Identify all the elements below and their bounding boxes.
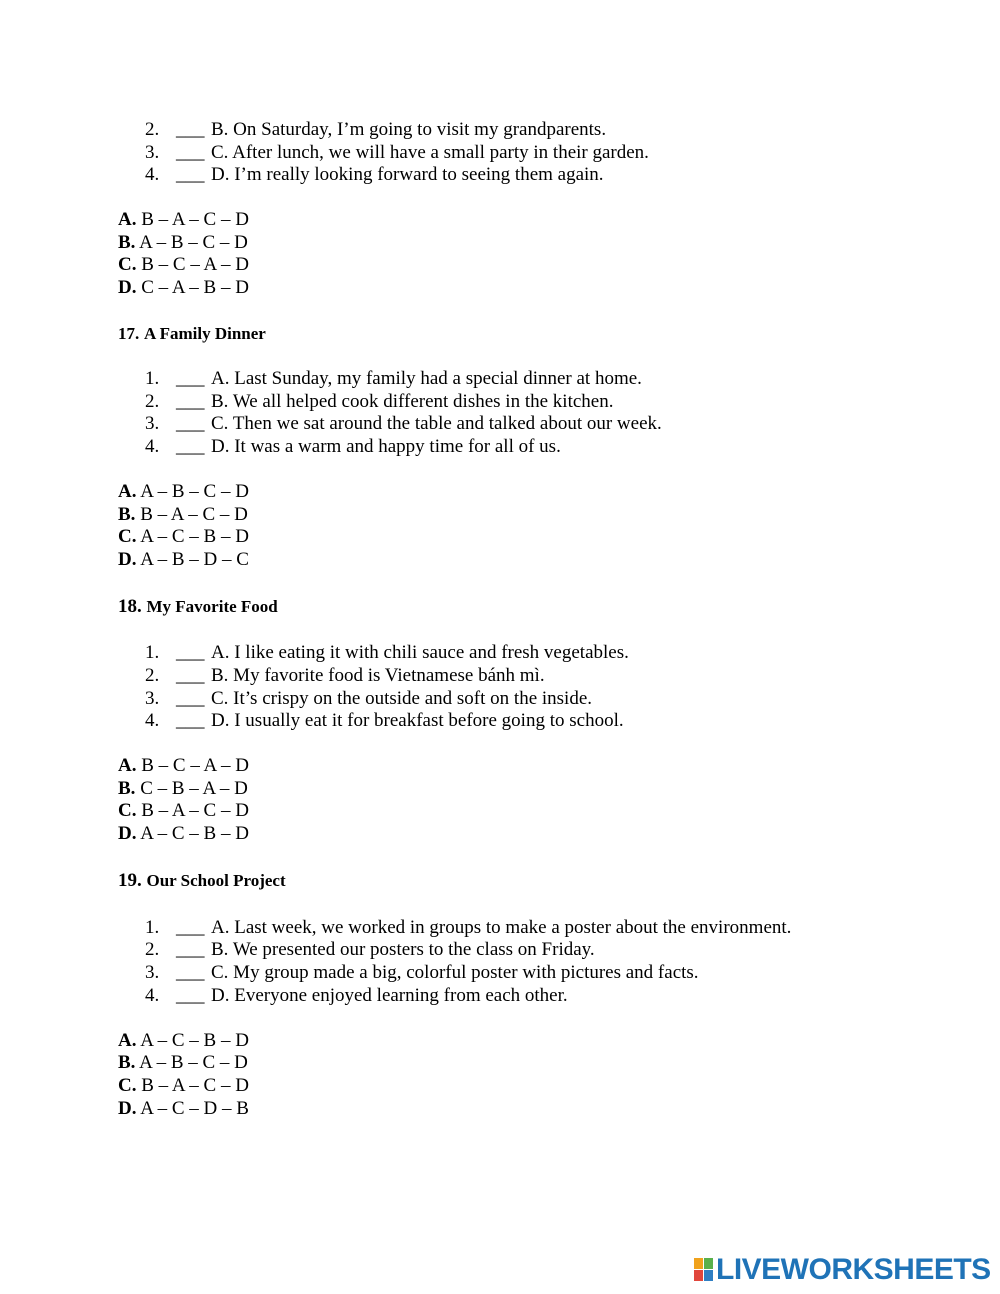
sentence-text: D. I usually eat it for breakfast before going to school.: [211, 710, 624, 731]
sentence-text: C. After lunch, we will have a small party in their garden.: [211, 142, 649, 163]
question-heading: [118, 870, 286, 892]
option-letter: D.: [118, 277, 137, 298]
sentence-number: 2.: [145, 665, 160, 686]
sentence-text: A. I like eating it with chili sauce and fresh vegetables.: [211, 642, 629, 663]
option-text: B – A – C – D: [141, 209, 249, 230]
option-letter: B.: [118, 232, 136, 253]
answer-blank[interactable]: ___: [176, 142, 205, 163]
sentence-number: 4.: [145, 710, 160, 731]
answer-option-c[interactable]: [118, 1075, 249, 1097]
answer-blank[interactable]: ___: [176, 985, 205, 1006]
answer-blank[interactable]: ___: [176, 164, 205, 185]
option-text: A – C – B – D: [140, 823, 249, 844]
sentence-number: 1.: [145, 368, 160, 389]
option-letter: A.: [118, 1030, 137, 1051]
option-letter: B.: [118, 778, 136, 799]
answer-blank[interactable]: ___: [176, 413, 205, 434]
answer-blank[interactable]: ___: [176, 710, 205, 731]
option-letter: B.: [118, 504, 136, 525]
sentence-number: 1.: [145, 642, 160, 663]
sentence-number: 2.: [145, 939, 160, 960]
option-letter: C.: [118, 1075, 137, 1096]
question-number: 17.: [118, 324, 140, 343]
option-text: B – A – C – D: [140, 504, 248, 525]
sentence-text: C. My group made a big, colorful poster with pictures and facts.: [211, 962, 699, 983]
option-letter: D.: [118, 1098, 137, 1119]
answer-blank[interactable]: ___: [176, 436, 205, 457]
option-text: A – C – B – D: [140, 1030, 249, 1051]
answer-option-a[interactable]: [118, 755, 249, 777]
option-text: B – A – C – D: [141, 800, 249, 821]
option-letter: B.: [118, 1052, 136, 1073]
answer-option-d[interactable]: [118, 277, 249, 299]
answer-option-a[interactable]: [118, 1030, 249, 1052]
sentence-text: D. It was a warm and happy time for all of us.: [211, 436, 561, 457]
sentence-number: 3.: [145, 142, 160, 163]
logo-block-blue: [704, 1270, 713, 1281]
question-title: Our School Project: [146, 871, 286, 890]
sentence-text: B. My favorite food is Vietnamese bánh mì.: [211, 665, 545, 686]
sentence-text: D. Everyone enjoyed learning from each other.: [211, 985, 568, 1006]
option-letter: D.: [118, 823, 137, 844]
answer-option-c[interactable]: [118, 254, 249, 276]
answer-blank[interactable]: ___: [176, 939, 205, 960]
answer-option-b[interactable]: [118, 778, 248, 800]
option-letter: C.: [118, 800, 137, 821]
option-text: A – B – C – D: [139, 232, 248, 253]
question-heading: [118, 323, 266, 345]
live-blocks-icon: [694, 1258, 714, 1282]
answer-blank[interactable]: ___: [176, 368, 205, 389]
option-letter: A.: [118, 481, 137, 502]
sentence-number: 4.: [145, 436, 160, 457]
answer-option-d[interactable]: [118, 823, 249, 845]
liveworksheets-logo[interactable]: [694, 1255, 991, 1285]
option-text: A – B – C – D: [139, 1052, 248, 1073]
option-text: B – A – C – D: [141, 1075, 249, 1096]
option-text: A – B – D – C: [140, 549, 249, 570]
option-text: A – C – D – B: [140, 1098, 249, 1119]
question-heading: [118, 596, 278, 618]
sentence-text: C. It’s crispy on the outside and soft on the inside.: [211, 688, 593, 709]
question-number: 18.: [118, 596, 142, 617]
answer-option-a[interactable]: [118, 209, 249, 231]
option-text: A – B – C – D: [140, 481, 249, 502]
sentence-number: 3.: [145, 962, 160, 983]
option-text: C – A – B – D: [141, 277, 249, 298]
sentence-text: A. Last week, we worked in groups to make a poster about the environment.: [211, 917, 792, 938]
answer-option-d[interactable]: [118, 549, 249, 571]
answer-blank[interactable]: ___: [176, 642, 205, 663]
sentence-text: C. Then we sat around the table and talked about our week.: [211, 413, 662, 434]
option-text: A – C – B – D: [140, 526, 249, 547]
sentence-number: 3.: [145, 688, 160, 709]
sentence-text: D. I’m really looking forward to seeing them again.: [211, 164, 604, 185]
logo-block-orange: [694, 1258, 703, 1269]
answer-blank[interactable]: ___: [176, 962, 205, 983]
logo-wordmark: LIVEWORKSHEETS: [716, 1253, 991, 1286]
logo-block-green: [704, 1258, 713, 1269]
option-text: B – C – A – D: [141, 254, 249, 275]
answer-blank[interactable]: ___: [176, 665, 205, 686]
sentence-text: B. On Saturday, I’m going to visit my grandparents.: [211, 119, 607, 140]
answer-option-b[interactable]: [118, 504, 248, 526]
option-letter: A.: [118, 755, 137, 776]
option-text: B – C – A – D: [141, 755, 249, 776]
answer-option-c[interactable]: [118, 526, 249, 548]
sentence-number: 4.: [145, 985, 160, 1006]
option-text: C – B – A – D: [140, 778, 248, 799]
sentence-number: 2.: [145, 391, 160, 412]
option-letter: C.: [118, 526, 137, 547]
answer-option-a[interactable]: [118, 481, 249, 503]
answer-option-d[interactable]: [118, 1098, 249, 1120]
answer-option-c[interactable]: [118, 800, 249, 822]
sentence-text: B. We all helped cook different dishes in the kitchen.: [211, 391, 614, 412]
answer-blank[interactable]: ___: [176, 391, 205, 412]
sentence-number: 3.: [145, 413, 160, 434]
answer-blank[interactable]: ___: [176, 917, 205, 938]
logo-block-red: [694, 1270, 703, 1281]
answer-blank[interactable]: ___: [176, 688, 205, 709]
sentence-number: 2.: [145, 119, 160, 140]
question-title: A Family Dinner: [144, 324, 266, 343]
question-number: 19.: [118, 870, 142, 891]
answer-option-b[interactable]: [118, 1052, 248, 1074]
sentence-number: 1.: [145, 917, 160, 938]
answer-blank[interactable]: ___: [176, 119, 205, 140]
option-letter: C.: [118, 254, 137, 275]
answer-option-b[interactable]: [118, 232, 248, 254]
question-title: My Favorite Food: [146, 597, 278, 616]
sentence-number: 4.: [145, 164, 160, 185]
sentence-text: A. Last Sunday, my family had a special dinner at home.: [211, 368, 642, 389]
option-letter: A.: [118, 209, 137, 230]
option-letter: D.: [118, 549, 137, 570]
sentence-text: B. We presented our posters to the class on Friday.: [211, 939, 595, 960]
